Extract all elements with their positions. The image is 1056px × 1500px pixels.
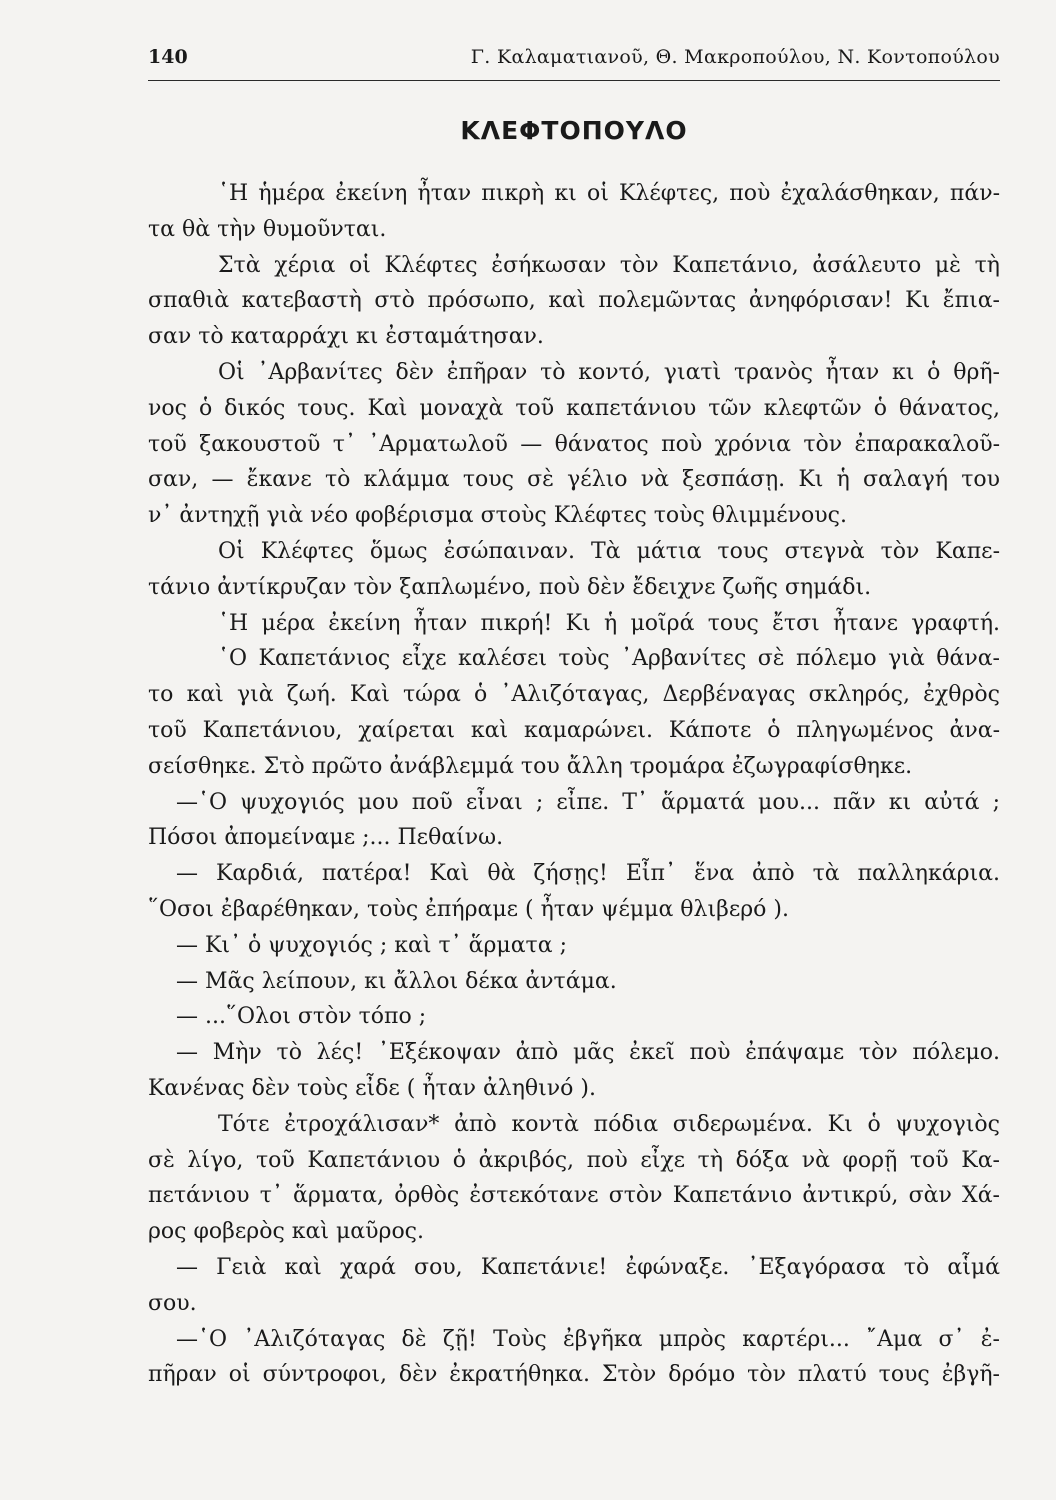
text-line: σπαθιὰ κατεβαστὴ στὸ πρόσωπο, καὶ πολεμῶντας ἀνηφόρισαν! Κι ἔπια- bbox=[148, 288, 1000, 314]
text-line: το καὶ γιὰ ζωή. Καὶ τώρα ὁ ᾿Αλιζόταγας, Δερβέναγας σκληρός, ἐχθρὸς bbox=[148, 682, 1000, 708]
text-line: τοῦ ξακουστοῦ τ᾿ ᾿Αρματωλοῦ — θάνατος ποὺ χρόνια τὸν ἐπαρακαλοῦ- bbox=[148, 431, 1000, 457]
text-line: Πόσοι ἀπομείναμε ;... Πεθαίνω. bbox=[148, 825, 504, 851]
text-line: —῾Ο ψυχογιός μου ποῦ εἶναι ; εἶπε. Τ᾿ ἅρματά μου... πᾶν κι αὐτά ; bbox=[176, 789, 1000, 815]
text-line: — Κι᾿ ὁ ψυχογιός ; καὶ τ᾿ ἅρματα ; bbox=[176, 932, 567, 958]
text-line: Κανένας δὲν τοὺς εἶδε ( ἦταν ἀληθινό ). bbox=[148, 1075, 596, 1101]
text-line: ῾Η ἡμέρα ἐκείνη ἦταν πικρὴ κι οἱ Κλέφτες, ποὺ ἐχαλάσθηκαν, πάν- bbox=[218, 181, 1000, 206]
text-line: ῾Η μέρα ἐκείνη ἦταν πικρή! Κι ἡ μοῖρά τους ἔτσι ἦτανε γραφτή. bbox=[218, 610, 1000, 636]
text-line: Οἱ ᾿Αρβανίτες δὲν ἐπῆραν τὸ κοντό, γιατὶ τρανὸς ἦταν κι ὁ θρῆ- bbox=[218, 359, 1000, 385]
story-body bbox=[148, 176, 1000, 1393]
text-line: — Καρδιά, πατέρα! Καὶ θὰ ζήσῃς! Εἶπ᾿ ἕνα ἀπὸ τὰ παλληκάρια. bbox=[176, 861, 1000, 887]
text-line: ῞Οσοι ἐβαρέθηκαν, τοὺς ἐπήραμε ( ἦταν ψέμμα θλιβερό ). bbox=[148, 896, 789, 922]
text-line: σαν τὸ καταρράχι κι ἐσταμάτησαν. bbox=[148, 324, 544, 350]
text-line: ν᾿ ἀντηχῇ γιὰ νέο φοβέρισμα στοὺς Κλέφτες τοὺς θλιμμένους. bbox=[148, 503, 847, 529]
story-title: ΚΛΕΦΤΟΠΟΥΛΟ bbox=[460, 116, 688, 145]
page-header bbox=[148, 40, 1000, 81]
page-number: 140 bbox=[148, 46, 188, 68]
text-line: — ...῞Ολοι στὸν τόπο ; bbox=[176, 1004, 427, 1030]
text-line: — Μὴν τὸ λές! ᾿Εξέκοψαν ἀπὸ μᾶς ἐκεῖ ποὺ ἐπάψαμε τὸν πόλεμο. bbox=[176, 1040, 1000, 1066]
text-line: σείσθηκε. Στὸ πρῶτο ἀνάβλεμμά του ἄλλη τρομάρα ἐζωγραφίσθηκε. bbox=[148, 753, 913, 779]
text-line: Οἱ Κλέφτες ὅμως ἐσώπαιναν. Τὰ μάτια τους στεγνὰ τὸν Καπε- bbox=[218, 538, 1000, 564]
text-line: Στὰ χέρια οἱ Κλέφτες ἐσήκωσαν τὸν Καπετάνιο, ἀσάλευτο μὲ τὴ bbox=[218, 252, 1000, 278]
text-line: νος ὁ δικός τους. Καὶ μοναχὰ τοῦ καπετάνιου τῶν κλεφτῶν ὁ θάνατος, bbox=[148, 395, 1000, 421]
text-line: σαν, — ἔκανε τὸ κλάμμα τους σὲ γέλιο νὰ ξεσπάσῃ. Κι ἡ σαλαγή του bbox=[148, 467, 1000, 493]
text-line: —῾Ο ᾿Αλιζόταγας δὲ ζῇ! Τοὺς ἐβγῆκα μπρὸς καρτέρι... ῎Αμα σ᾿ ἐ- bbox=[176, 1326, 1000, 1352]
text-line: ρος φοβερὸς καὶ μαῦρος. bbox=[148, 1219, 424, 1245]
text-line: σου. bbox=[148, 1290, 197, 1316]
text-line: — Μᾶς λείπουν, κι ἄλλοι δέκα ἀντάμα. bbox=[176, 968, 617, 994]
text-line: σὲ λίγο, τοῦ Καπετάνιου ὁ ἀκριβός, ποὺ εἶχε τὴ δόξα νὰ φορῇ τοῦ Κα- bbox=[148, 1147, 1000, 1173]
text-line: τα θὰ τὴν θυμοῦνται. bbox=[148, 216, 387, 242]
text-line: τάνιο ἀντίκρυζαν τὸν ξαπλωμένο, ποὺ δὲν ἔδειχνε ζωῆς σημάδι. bbox=[148, 574, 872, 600]
text-line: ῾Ο Καπετάνιος εἶχε καλέσει τοὺς ᾿Αρβανίτες σὲ πόλεμο γιὰ θάνα- bbox=[218, 646, 1000, 672]
text-line: Τότε ἐτροχάλισαν* ἀπὸ κοντὰ πόδια σιδερωμένα. Κι ὁ ψυχογιὸς bbox=[218, 1111, 1000, 1137]
running-head: Γ. Καλαματιανοῦ, Θ. Μακροπούλου, Ν. Κοντοπούλου bbox=[470, 46, 1000, 68]
text-line: πῆραν οἱ σύντροφοι, δὲν ἐκρατήθηκα. Στὸν δρόμο τὸν πλατύ τους ἐβγῆ- bbox=[148, 1362, 1000, 1388]
text-line: πετάνιου τ᾿ ἅρματα, ὀρθὸς ἐστεκότανε στὸν Καπετάνιο ἀντικρύ, σὰν Χά- bbox=[148, 1183, 1000, 1209]
text-line: — Γειὰ καὶ χαρά σου, Καπετάνιε! ἐφώναξε. ᾿Εξαγόρασα τὸ αἷμά bbox=[176, 1254, 1000, 1280]
text-line: τοῦ Καπετάνιου, χαίρεται καὶ καμαρώνει. Κάποτε ὁ πληγωμένος ἀνα- bbox=[148, 717, 1000, 743]
